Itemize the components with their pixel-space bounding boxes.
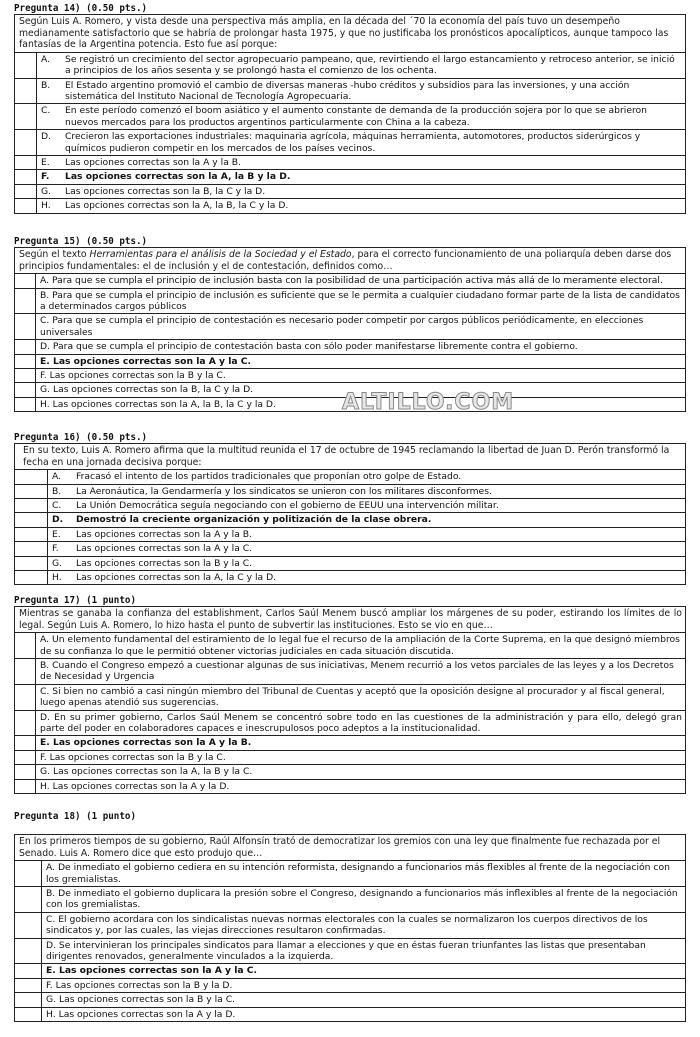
option-text: H. Las opciones correctas son la A y la D. (40, 780, 230, 792)
watermark-logo: ALTILLO.COM (342, 390, 515, 415)
option-text: La Aeronáutica, la Gendarmería y los sindicatos se unieron con los militares disconformes. (76, 485, 492, 497)
option-text: D. En su primer gobierno, Carlos Saúl Menem se concentró sobre todo en las cuestiones de la administración y para ello, delegó gran parte del poder en colaboradores capaces e inescrupulosos poco adeptos a la institucionalidad. (40, 711, 682, 735)
option-text: C. El gobierno acordara con los sindicalistas nuevas normas electorales con la cuales se normalizaron los cuerpos directivos de los sindicatos y, por las cuales, las viejas direcciones resultaron confirmadas. (46, 913, 648, 937)
option-e[interactable] (15, 735, 685, 749)
option-d[interactable] (15, 129, 685, 155)
option-text: Las opciones correctas son la A y la C. (76, 543, 253, 555)
option-b[interactable] (15, 886, 685, 912)
option-text: Las opciones correctas son la A, la C y la D. (76, 572, 277, 584)
option-d[interactable] (15, 938, 685, 964)
question-box (14, 443, 686, 585)
option-f[interactable] (15, 541, 685, 555)
option-c[interactable] (15, 103, 685, 129)
question-box (14, 247, 686, 412)
option-letter: E. (41, 157, 50, 169)
option-g[interactable] (15, 992, 685, 1006)
question-15 (14, 236, 686, 412)
question-16 (14, 432, 686, 585)
option-text: La Unión Democrática seguía negociando con el gobierno de EEUU una intervención militar. (76, 500, 499, 511)
option-text: Las opciones correctas son la B y la C. (76, 557, 253, 569)
option-letter: H. (41, 200, 51, 212)
option-e[interactable] (15, 963, 685, 977)
option-text: Las opciones correctas son la A, la B y la D. (65, 171, 291, 183)
option-letter: C. (52, 500, 62, 511)
option-a[interactable] (15, 273, 685, 287)
option-letter: G. (41, 185, 52, 197)
option-text: A. De inmediato el gobierno cediera en su intención reformista, designando a funcionarios más flexibles al frente de la negociación con los gremialistas. (46, 862, 670, 885)
option-letter: A. (41, 53, 51, 65)
option-d[interactable] (15, 512, 685, 526)
option-text: En este período comenzó el boom asiático y el aumento constante de demanda de la producción sojera por lo que se abrieron nuevos mercados para los productos argentinos particularmente con China a la cabeza. (65, 105, 647, 128)
option-a[interactable] (15, 469, 685, 483)
option-letter: F. (41, 171, 50, 183)
option-g[interactable] (15, 184, 685, 198)
option-text: B. De inmediato el gobierno duplicara la presión sobre el Congreso, designando a funcionarios más inflexibles al frente de la negociación con los gremialistas. (46, 888, 678, 911)
option-c[interactable] (15, 313, 685, 339)
option-c[interactable] (15, 498, 685, 512)
option-h[interactable] (15, 779, 685, 793)
option-c[interactable] (15, 912, 685, 938)
option-text: E. Las opciones correctas son la A y la C. (46, 965, 258, 977)
option-text: F. Las opciones correctas son la B y la C. (40, 751, 226, 763)
question-title: Pregunta 15) (0.50 pts.) (14, 236, 148, 247)
option-e[interactable] (15, 354, 685, 368)
option-text: H. Las opciones correctas son la A y la D. (46, 1008, 236, 1020)
option-f[interactable] (15, 169, 685, 183)
option-text: E. Las opciones correctas son la A y la B. (40, 737, 252, 749)
option-e[interactable] (15, 527, 685, 541)
question-stem: En los primeros tiempos de su gobierno, Raúl Alfonsín trató de democratizar los gremios con una ley que finalmente fue rechazada por el Senado. Luis A. Romero dice que esto produjo que… (19, 836, 661, 859)
question-17 (14, 595, 686, 794)
option-letter: E. (52, 528, 61, 540)
option-text: Fracasó el intento de los partidos tradicionales que proponían otro golpe de Estado. (76, 471, 462, 483)
option-b[interactable] (15, 288, 685, 314)
question-stem: Según Luis A. Romero, y vista desde una perspectiva más amplia, en la década del ´70 la economía del país tuvo un desempeño medianamente satisfactorio que se habría de prolongar hasta 1975, y que no justificaba los pronósticos apocalípticos, aunque tampoco las fantasías de la Argentina potencia. Esto fue así porque: (19, 16, 669, 51)
option-text: El Estado argentino promovió el cambio de diversas maneras -hubo créditos y subsidios para las inversiones, y una acción sistemática del Instituto Nacional de Tecnología Agropecuaria. (65, 79, 630, 102)
option-text: C. Para que se cumpla el principio de contestación es necesario poder competir por cargos públicos periódicamente, en elecciones universales (40, 315, 644, 338)
option-letter: D. (41, 131, 51, 143)
option-text: Crecieron las exportaciones industriales: maquinaria agrícola, máquinas herramienta, automotores, productos siderúrgicos y químicos pudieron competir en los mercados de los países vecinos. (65, 131, 641, 154)
option-text: Demostró la creciente organización y politización de la clase obrera. (76, 514, 432, 526)
option-e[interactable] (15, 155, 685, 169)
option-letter: A. (52, 471, 62, 483)
option-text: Las opciones correctas son la B, la C y la D. (65, 185, 266, 197)
option-d[interactable] (15, 339, 685, 353)
question-title: Pregunta 17) (1 punto) (14, 595, 136, 606)
option-text: B. Cuando el Congreso empezó a cuestionar algunas de sus iniciativas, Menem recurrió a los vetos parciales de las leyes y a los Decretos de Necesidad y Urgencia (40, 660, 674, 683)
option-letter: H. (52, 572, 62, 584)
option-text: A. Para que se cumpla el principio de inclusión basta con la posibilidad de una participación activa más allá de lo meramente electoral. (40, 275, 663, 287)
option-text: Las opciones correctas son la A y la B. (65, 157, 241, 169)
option-text: A. Un elemento fundamental del estiramiento de lo legal fue el recurso de la ampliación de la Corte Suprema, en la que designó miembros de su confianza lo que le permitió obtener victorias judiciales en cada situación discutida. (40, 634, 680, 657)
question-title: Pregunta 18) (1 punto) (14, 811, 136, 822)
option-letter: D. (52, 514, 64, 526)
question-box (14, 14, 686, 214)
option-b[interactable] (15, 658, 685, 684)
question-box (14, 834, 686, 1022)
option-c[interactable] (15, 684, 685, 710)
option-text: F. Las opciones correctas son la B y la C. (40, 370, 226, 382)
question-18 (14, 811, 686, 1022)
option-f[interactable] (15, 978, 685, 992)
stem-book-title: Herramientas para el análisis de la Sociedad y el Estado (89, 249, 352, 260)
option-text: F. Las opciones correctas son la B y la D. (46, 979, 233, 991)
option-letter: G. (52, 557, 63, 569)
option-text: E. Las opciones correctas son la A y la C. (40, 355, 252, 367)
question-title: Pregunta 16) (0.50 pts.) (14, 432, 148, 443)
option-letter: B. (52, 485, 62, 497)
option-text: G. Las opciones correctas son la B y la C. (46, 994, 236, 1006)
option-d[interactable] (15, 710, 685, 736)
option-g[interactable] (15, 556, 685, 570)
option-text: G. Las opciones correctas son la B, la C y la D. (40, 384, 254, 396)
option-text: H. Las opciones correctas son la A, la B, la C y la D. (40, 398, 276, 410)
option-text: B. Para que se cumpla el principio de inclusión es suficiente que se le permita a cualquier ciudadano formar parte de la lista de candidatos a determinados cargos públicos (40, 289, 680, 312)
option-h[interactable] (15, 570, 685, 584)
option-a[interactable] (15, 860, 685, 886)
option-letter: B. (41, 79, 51, 91)
option-letter: C. (41, 105, 51, 117)
question-14 (14, 3, 686, 214)
question-stem: En su texto, Luis A. Romero afirma que la multitud reunida el 17 de octubre de 1945 reclamando la libertad de Juan D. Perón transformó la fecha en una jornada decisiva porque: (23, 445, 670, 468)
option-h[interactable] (15, 1007, 685, 1021)
question-stem (15, 248, 685, 273)
question-stem: Mientras se ganaba la confianza del establishment, Carlos Saúl Menem buscó ampliar los márgenes de su poder, estirando los límites de lo legal. Según Luis A. Romero, lo hizo hasta el punto de subvertir las instituciones. Esto se vio en que… (19, 608, 682, 631)
option-text: Se registró un crecimiento del sector agropecuario pampeano, que, revirtiendo el largo estancamiento y retroceso anterior, se inició a principios de los años sesenta y se prolongó hasta el comienzo de los ochenta. (65, 53, 675, 77)
option-f[interactable] (15, 750, 685, 764)
option-g[interactable] (15, 764, 685, 778)
option-letter: F. (52, 543, 59, 555)
option-text: Las opciones correctas son la A y la B. (76, 528, 252, 540)
option-a[interactable] (15, 632, 685, 658)
option-text: C. Si bien no cambió a casi ningún miembro del Tribunal de Cuentas y aceptó que la oposición designe al procurador y al fiscal general, luego apenas atendió sus sugerencias. (40, 685, 665, 709)
question-title: Pregunta 14) (0.50 pts.) (14, 3, 148, 14)
question-box (14, 606, 686, 794)
option-f[interactable] (15, 368, 685, 382)
stem-text: , para el correcto funcionamiento de una poliarquía deben darse dos principios fundamentales: el de inclusión y el de contestación, definidos como… (19, 249, 672, 272)
option-text: D. Para que se cumpla el principio de contestación basta con sólo poder manifestarse libremente contra el gobierno. (40, 341, 578, 353)
option-b[interactable] (15, 484, 685, 498)
stem-text: Según el texto (19, 249, 90, 260)
option-text: D. Se intervinieran los principales sindicatos para llamar a elecciones y que en éstas fueran triunfantes las listas que presentaban dirigentes renovados, generalmente vinculados a la izquierda. (46, 939, 646, 963)
option-a[interactable] (15, 52, 685, 78)
option-text: Las opciones correctas son la A, la B, la C y la D. (65, 200, 289, 212)
option-b[interactable] (15, 78, 685, 104)
option-text: G. Las opciones correctas son la A, la B y la C. (40, 766, 253, 778)
option-h[interactable] (15, 198, 685, 212)
